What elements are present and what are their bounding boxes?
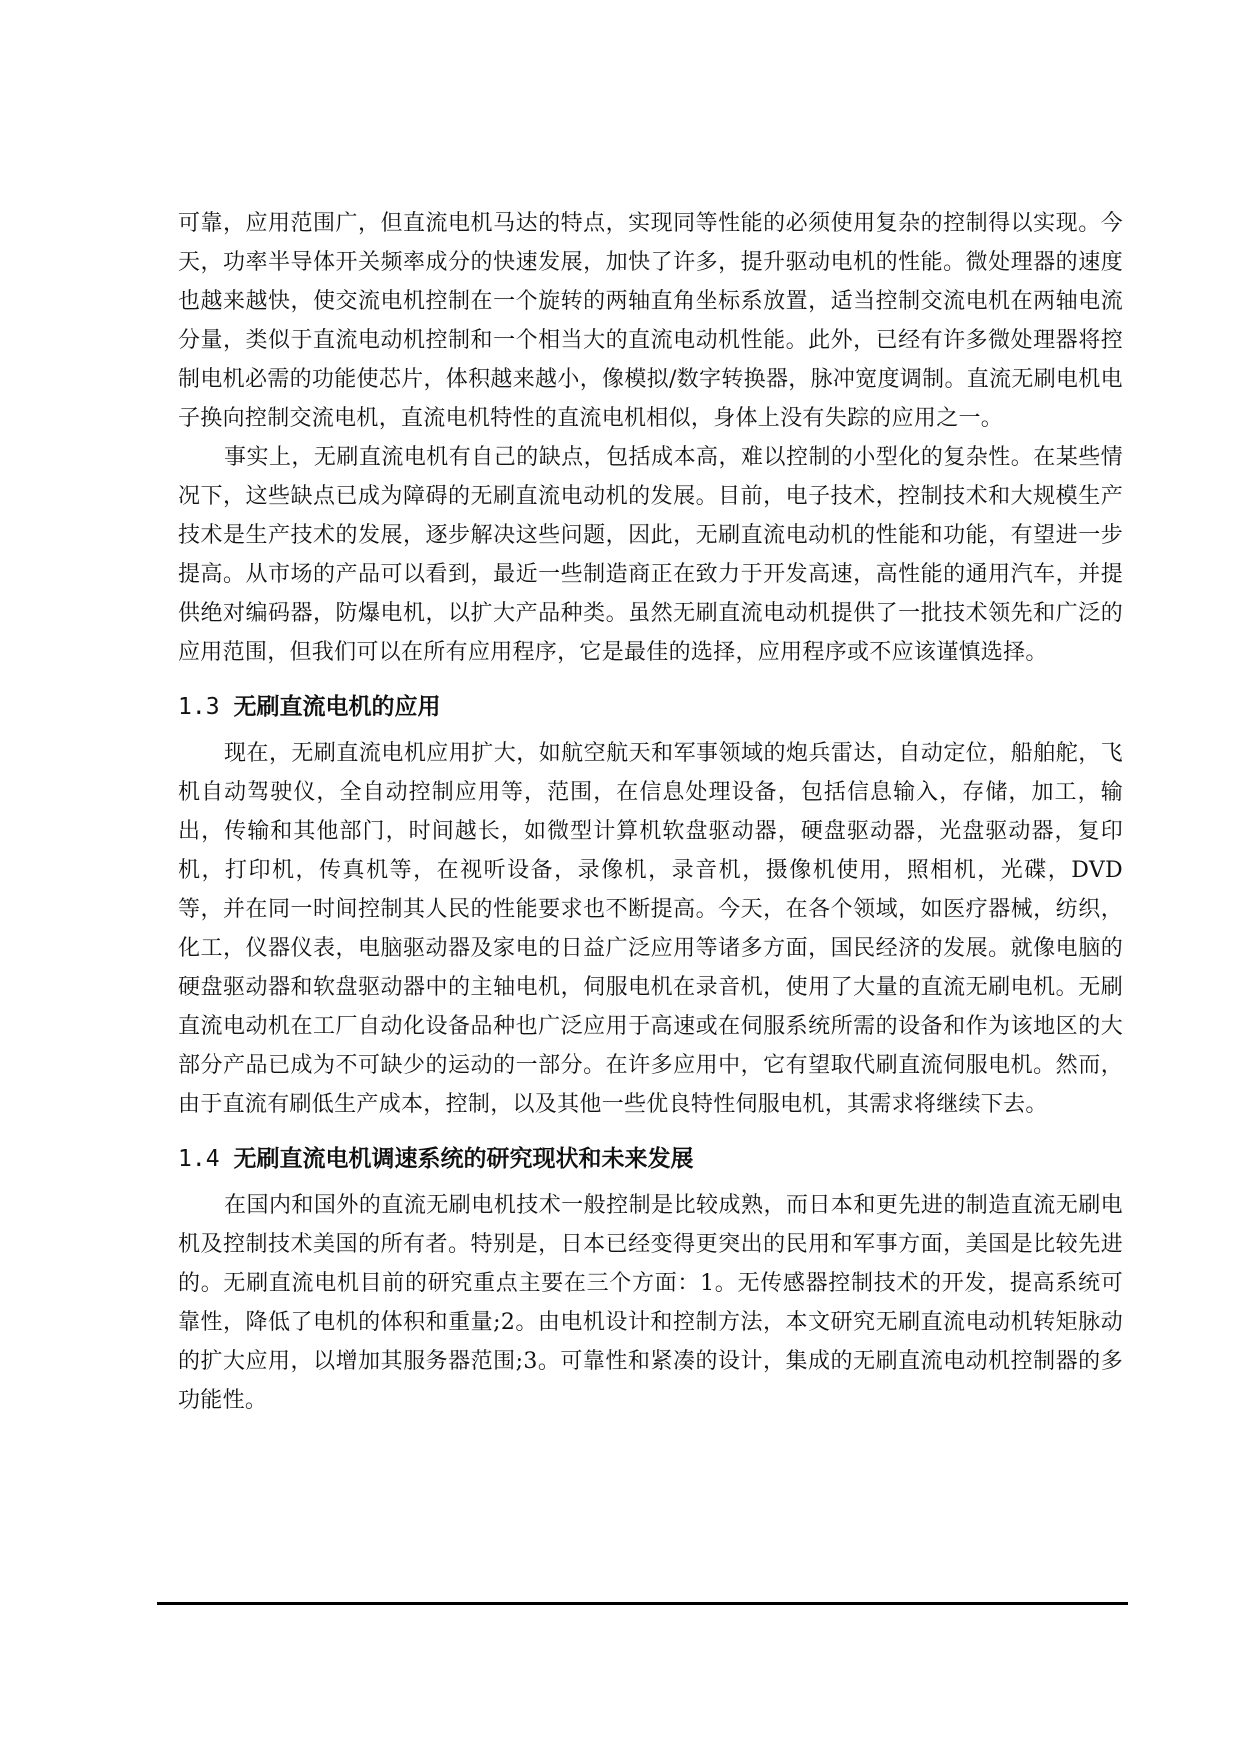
section-title: 无刷直流电机调速系统的研究现状和未来发展: [233, 1146, 694, 1172]
section-number: 1.4: [178, 1146, 220, 1172]
body-paragraph: 可靠，应用范围广，但直流电机马达的特点，实现同等性能的必须使用复杂的控制得以实现。今天，功率半导体开关频率成分的快速发展，加快了许多，提升驱动电机的性能。微处理器的速度也越来越快，使交流电机控制在一个旋转的两轴直角坐标系放置，适当控制交流电机在两轴电流分量，类似于直流电动机控制和一个相当大的直流电动机性能。此外，已经有许多微处理器将控制电机必需的功能使芯片，体积越来越小，像模拟/数字转换器，脉冲宽度调制。直流无刷电机电子换向控制交流电机，直流电机特性的直流电机相似，身体上没有失踪的应用之一。: [178, 211, 1123, 431]
body-paragraph: 现在，无刷直流电机应用扩大，如航空航天和军事领域的炮兵雷达，自动定位，船舶舵，飞机自动驾驶仪，全自动控制应用等，范围，在信息处理设备，包括信息输入，存储，加工，输出，传输和其他部门，时间越长，如微型计算机软盘驱动器，硬盘驱动器，光盘驱动器，复印机，打印机，传真机等，在视听设备，录像机，录音机，摄像机使用，照相机，光碟，DVD 等，并在同一时间控制其人民的性能要求也不断提高。今天，在各个领域，如医疗器械，纺织，化工，仪器仪表，电脑驱动器及家电的日益广泛应用等诸多方面，国民经济的发展。就像电脑的硬盘驱动器和软盘驱动器中的主轴电机，伺服电机在录音机，使用了大量的直流无刷电机。无刷直流电动机在工厂自动化设备品种也广泛应用于高速或在伺服系统所需的设备和作为该地区的大部分产品已成为不可缺少的运动的一部分。在许多应用中，它有望取代刷直流伺服电机。然而，由于直流有刷低生产成本，控制，以及其他一些优良特性伺服电机，其需求将继续下去。: [178, 741, 1123, 1117]
section-heading-1-4: [178, 1134, 1123, 1184]
body-paragraph: 在国内和国外的直流无刷电机技术一般控制是比较成熟，而日本和更先进的制造直流无刷电机及控制技术美国的所有者。特别是，日本已经变得更突出的民用和军事方面，美国是比较先进的。无刷直流电机目前的研究重点主要在三个方面：1。无传感器控制技术的开发，提高系统可靠性，降低了电机的体积和重量;2。由电机设计和控制方法，本文研究无刷直流电动机转矩脉动的扩大应用，以增加其服务器范围;3。可靠性和紧凑的设计，集成的无刷直流电动机控制器的多功能性。: [178, 1193, 1123, 1413]
section-heading-1-3: [178, 682, 1123, 732]
page-content: [178, 204, 1123, 1420]
section-title: 无刷直流电机的应用: [233, 694, 441, 720]
section-number: 1.3: [178, 694, 220, 720]
footer-rule: [157, 1602, 1128, 1605]
body-paragraph: 事实上，无刷直流电机有自己的缺点，包括成本高，难以控制的小型化的复杂性。在某些情况下，这些缺点已成为障碍的无刷直流电动机的发展。目前，电子技术，控制技术和大规模生产技术是生产技术的发展，逐步解决这些问题，因此，无刷直流电动机的性能和功能，有望进一步提高。从市场的产品可以看到，最近一些制造商正在致力于开发高速，高性能的通用汽车，并提供绝对编码器，防爆电机，以扩大产品种类。虽然无刷直流电动机提供了一批技术领先和广泛的应用范围，但我们可以在所有应用程序，它是最佳的选择，应用程序或不应该谨慎选择。: [178, 445, 1123, 665]
